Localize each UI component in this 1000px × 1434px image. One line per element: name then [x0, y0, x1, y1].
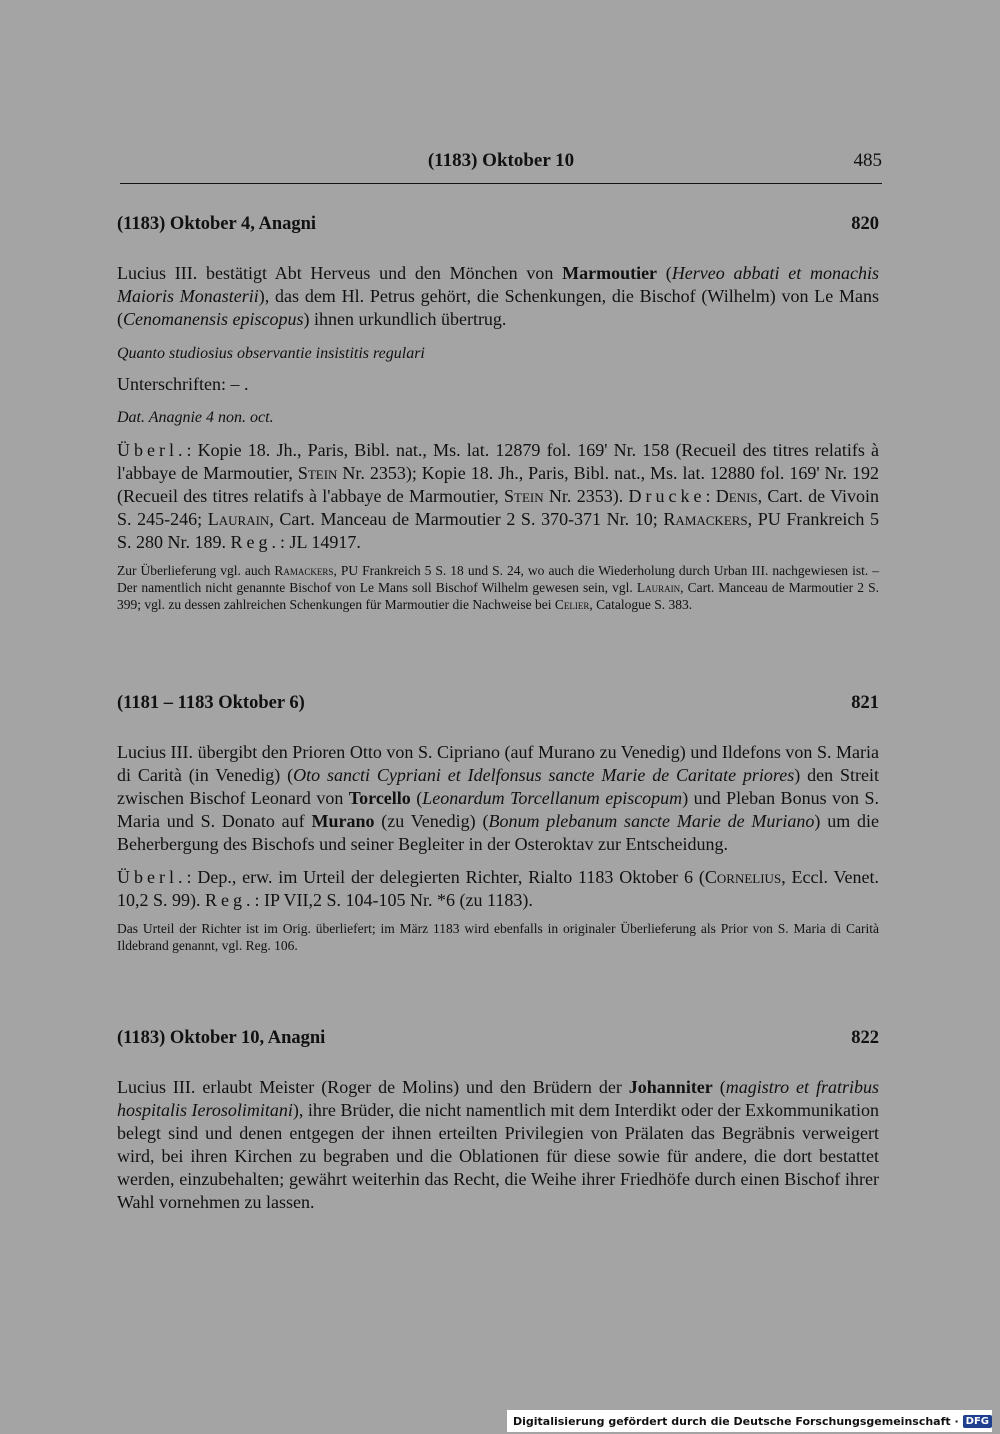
text-segment: magistro et fratribus hospitalis Ierosolimitani	[117, 1077, 879, 1120]
text-segment: Lucius III. übergibt den Prioren Otto von S. Cipriano (auf Murano zu Venedig) und Ildefons von S. Maria di Carità (in Venedig) (	[117, 742, 879, 785]
text-segment: ) den Streit zwischen Bischof Leonard von	[117, 765, 880, 808]
text-segment: , Cart. de Vivoin S. 245-246;	[117, 486, 880, 529]
text-segment: Überl.	[117, 867, 187, 887]
text-segment: Lucius III. bestätigt Abt Herveus und den Mönchen von	[117, 263, 563, 283]
text-segment: Herveo abbati et monachis Maioris Monasterii	[117, 263, 879, 306]
text-segment: Denis	[715, 486, 758, 506]
text-segment: Nr. 2353).	[543, 486, 629, 506]
text-segment: Murano	[311, 811, 375, 831]
dfg-logo: DFG	[963, 1415, 992, 1428]
text-segment: Das Urteil der Richter ist im Orig. überliefert; im März 1183 wird ebenfalls in originaler Überlieferung als Prior von S. Maria di Carità Ildebrand genannt, vgl. Reg. 106.	[117, 921, 879, 953]
text-segment: (zu Venedig) (	[374, 811, 489, 831]
text-segment: Überl.	[117, 440, 187, 460]
commentary-note	[117, 920, 879, 954]
text-segment: , PU Frankreich 5 S. 18 und S. 24, wo auch die Wiederholung durch Urban III. nachgewiesen ist. – Der namentlich nicht genannte Bischof von Le Mans soll Bischof Wilhelm gewesen sein, vgl.	[117, 563, 879, 595]
text-segment: Laurain	[207, 509, 270, 529]
regest-entry-821	[117, 693, 879, 954]
text-segment: Zur Überlieferung vgl. auch	[117, 563, 275, 578]
entry-number: 821	[851, 693, 879, 713]
text-segment: Drucke	[628, 486, 706, 506]
entry-heading	[117, 1028, 879, 1056]
tradition-text	[117, 866, 879, 912]
header-rule	[120, 183, 882, 184]
text-segment: Stein	[297, 463, 338, 483]
text-segment: Torcello	[348, 788, 411, 808]
text-segment: Celier	[554, 597, 590, 612]
entry-date: (1183) Oktober 4, Anagni	[117, 214, 317, 234]
datum-line: Dat. Anagnie 4 non. oct.	[117, 409, 274, 426]
text-segment: ), ihre Brüder, die nicht namentlich mit dem Interdikt oder der Exkommunikation belegt sind und denen entgegen der ihnen erteilten Privilegien von Prälaten das Begräbnis verweigert wird, bei ihren Kirchen zu begraben und die Oblationen für diese sowie für andere, die dort bestattet werden, einzubehalten; gewährt weiterhin das Recht, die Weihe ihrer Friedhöfe durch einen Bischof ihrer Wahl vornehmen zu lassen.	[117, 1100, 880, 1212]
text-segment: (	[657, 263, 672, 283]
text-segment: Nr. 2353); Kopie 18. Jh., Paris, Bibl. nat., Ms. lat. 12880 fol. 169' Nr. 192 (Recueil des titres relatifs à l'abbaye de Marmoutier,	[117, 463, 879, 506]
commentary-note	[117, 562, 879, 613]
tradition-text	[117, 439, 879, 554]
text-segment: Cornelius	[704, 867, 782, 887]
text-segment: : IP VII,2 S. 104-105 Nr. *6 (zu 1183).	[254, 890, 533, 910]
text-segment: Reg.	[230, 532, 281, 552]
text-segment: Johanniter	[628, 1077, 713, 1097]
signatures: Unterschriften: – .	[117, 374, 249, 394]
incipit: Quanto studiosius observantie insistitis regulari	[117, 345, 425, 362]
text-segment: Oto sancti Cypriani et Idelfonsus sancte Marie de Caritate priores	[293, 765, 795, 785]
text-segment: :	[705, 486, 716, 506]
text-segment: Cenomanensis episcopus	[123, 309, 304, 329]
regest-text	[117, 1076, 879, 1214]
text-segment: (	[410, 788, 423, 808]
text-segment: , Catalogue S. 383.	[589, 597, 693, 612]
text-segment: Ramackers	[663, 509, 748, 529]
text-segment: : Dep., erw. im Urteil der delegierten Richter, Rialto 1183 Oktober 6 (	[186, 867, 705, 887]
funding-footer	[507, 1410, 992, 1432]
entry-number: 820	[851, 214, 879, 234]
text-segment: , PU Frankreich 5 S. 280 Nr. 189.	[117, 509, 880, 552]
text-segment: : JL 14917.	[280, 532, 361, 552]
text-segment: : Kopie 18. Jh., Paris, Bibl. nat., Ms. lat. 12879 fol. 169' Nr. 158 (Recueil des titres relatifs à l'abbaye de Marmoutier,	[117, 440, 879, 483]
text-segment: Bonum plebanum sancte Marie de Muriano	[488, 811, 815, 831]
footer-text: Digitalisierung gefördert durch die Deutsche Forschungsgemeinschaft ·	[512, 1414, 959, 1428]
entry-heading	[117, 693, 879, 721]
text-segment: Stein	[504, 486, 544, 506]
entry-number: 822	[851, 1028, 879, 1048]
regest-text	[117, 741, 879, 856]
text-segment: , Cart. Manceau de Marmoutier 2 S. 399; vgl. zu dessen zahlreichen Schenkungen für Marmoutier die Nachweise bei	[117, 580, 879, 612]
text-segment: Laurain	[636, 580, 681, 595]
entry-heading	[117, 214, 879, 242]
text-segment: ) ihnen urkundlich übertrug.	[303, 309, 507, 329]
regest-entry-822	[117, 1028, 879, 1214]
running-head	[120, 150, 882, 190]
running-head-title: (1183) Oktober 10	[427, 150, 575, 171]
text-segment: Ramackers	[274, 563, 334, 578]
text-segment: ) um die Beherbergung des Bischofs und seiner Begleiter in der Osteroktav zur Entscheidung.	[117, 811, 879, 854]
regest-entry-820	[117, 214, 879, 613]
text-segment: , Cart. Manceau de Marmoutier 2 S. 370-371 Nr. 10;	[269, 509, 664, 529]
text-segment: Marmoutier	[562, 263, 658, 283]
page-number: 485	[853, 150, 882, 171]
text-segment: ), das dem Hl. Petrus gehört, die Schenkungen, die Bischof (Wilhelm) von Le Mans (	[117, 286, 879, 329]
text-segment: Reg.	[205, 890, 255, 910]
regest-text	[117, 262, 879, 331]
entry-date: (1181 – 1183 Oktober 6)	[117, 693, 305, 713]
entry-date: (1183) Oktober 10, Anagni	[117, 1028, 326, 1048]
text-segment: ) und Pleban Bonus von S. Maria und S. Donato auf	[117, 788, 880, 831]
text-segment: Leonardum Torcellanum episcopum	[422, 788, 683, 808]
text-segment: , Eccl. Venet. 10,2 S. 99).	[117, 867, 880, 910]
text-segment: Lucius III. erlaubt Meister (Roger de Molins) und den Brüdern der	[117, 1077, 629, 1097]
text-segment: (	[712, 1077, 726, 1097]
